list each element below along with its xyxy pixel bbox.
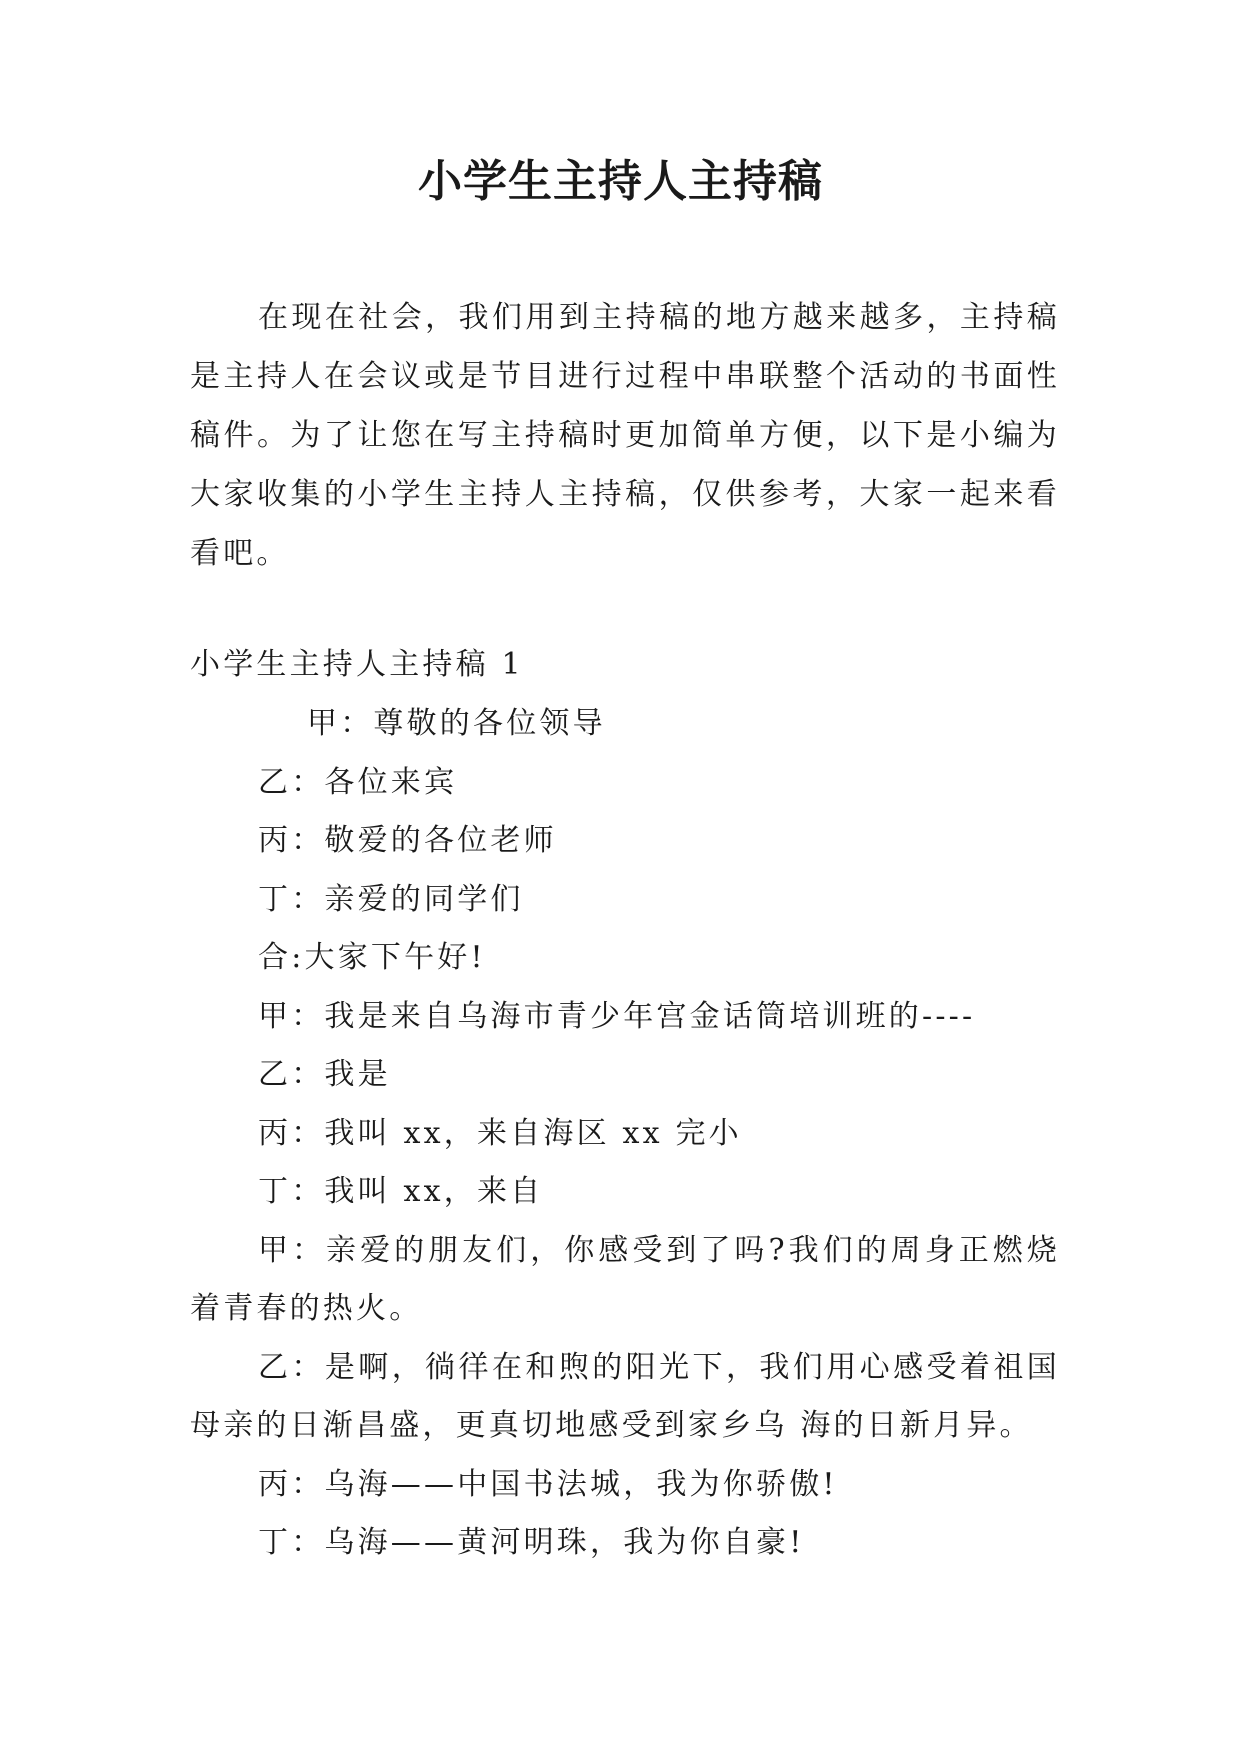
dialogue-line: 甲：亲爱的朋友们，你感受到了吗?我们的周身正燃烧着青春的热火。 — [190, 1232, 1060, 1326]
dialogue-line: 乙：是啊，徜徉在和煦的阳光下，我们用心感受着祖国母亲的日渐昌盛，更真切地感受到家乡乌 海的日新月异。 — [190, 1349, 1060, 1443]
dialogue-line: 丁：乌海——黄河明珠，我为你自豪! — [258, 1525, 805, 1560]
dialogue-line: 丙：我叫 xx，来自海区 xx 完小 — [258, 1115, 742, 1151]
dialogue-line: 乙：我是 — [258, 1057, 391, 1092]
dialogue-line: 合:大家下午好! — [258, 940, 486, 975]
dialogue-line: 丙：敬爱的各位老师 — [258, 823, 557, 858]
section-heading: 小学生主持人主持稿 1 — [190, 647, 524, 682]
dialogue-line: 丁：我叫 xx，来自 — [258, 1174, 544, 1209]
dialogue-line: 甲：我是来自乌海市青少年宫金话筒培训班的---- — [258, 998, 976, 1034]
dialogue-line: 乙：各位来宾 — [258, 764, 458, 800]
document-title: 小学生主持人主持稿 — [418, 156, 823, 207]
dialogue-block — [190, 695, 1060, 1573]
dialogue-line: 丁：亲爱的同学们 — [258, 881, 524, 917]
dialogue-line: 甲：尊敬的各位领导 — [307, 706, 606, 741]
dialogue-line: 丙：乌海——中国书法城，我为你骄傲! — [258, 1466, 838, 1502]
intro-paragraph: 在现在社会，我们用到主持稿的地方越来越多，主持稿是主持人在会议或是节目进行过程中串联整个活动的书面性稿件。为了让您在写主持稿时更加简单方便，以下是小编为大家收集的小学生主持人主持稿，仅供参考，大家一起来看看吧。 — [190, 300, 1060, 571]
